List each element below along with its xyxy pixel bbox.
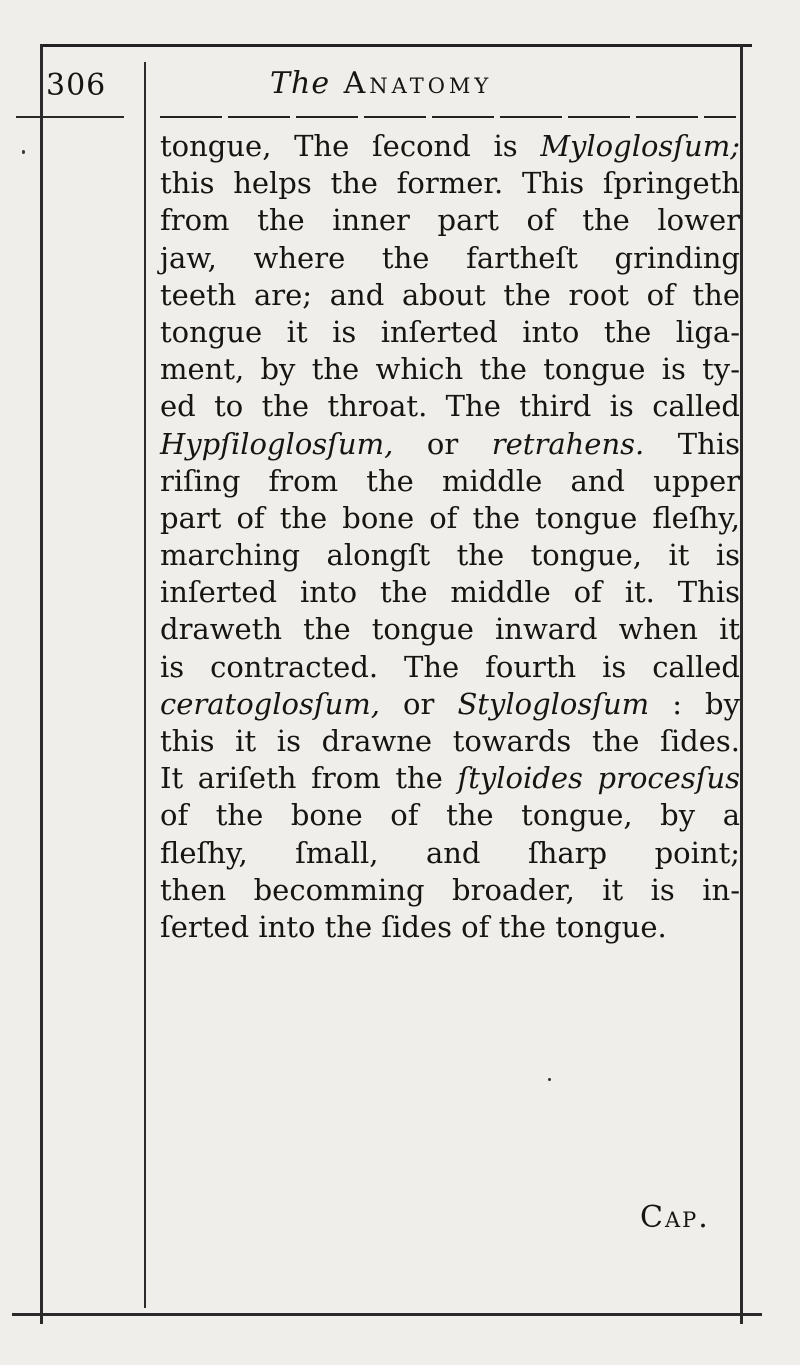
text-line: draweth the tongue inward when it [160, 612, 740, 647]
text-line: riſing from the middle and upper [160, 463, 740, 498]
text-line: teeth are; and about the root of the [160, 277, 740, 312]
text-line: tongue it is inſerted into the liga- [160, 314, 740, 349]
ink-speck [548, 1078, 551, 1081]
text-line: part of the bone of the tongue fleſhy, [160, 500, 740, 535]
header-rule [160, 116, 736, 118]
text-line: marching alongſt the tongue, it is [160, 538, 740, 573]
text-line: jaw, where the fartheſt grinding [160, 240, 740, 275]
text-line: of the bone of the tongue, by a [160, 798, 740, 833]
body-text [160, 128, 740, 946]
text-line: ceratoglosſum, or Styloglosſum : by [160, 686, 741, 721]
text-line: then becomming broader, it is in- [160, 872, 740, 907]
text-line: Hypſiloglosſum, or retrahens. This [160, 426, 740, 461]
frame-rule-bottom [12, 1313, 762, 1316]
text-line: ed to the throat. The third is called [160, 389, 740, 424]
text-line: It ariſeth from the ſtyloides procesſus [160, 761, 741, 796]
text-line: fleſhy, ſmall, and ſharp point; [160, 835, 740, 870]
text-line: this it is drawne towards the ſides. [160, 724, 740, 758]
frame-rule-top [40, 44, 752, 47]
text-line: ſerted into the ſides of the tongue. [160, 909, 667, 944]
frame-rule-right [740, 44, 743, 1324]
text-line: this helps the former. This ſpringeth [160, 166, 740, 201]
column-rule [144, 62, 146, 1308]
text-line: ment, by the which the tongue is ty- [160, 352, 740, 387]
frame-rule-left [40, 44, 43, 1324]
text-line: is contracted. The fourth is called [160, 649, 740, 684]
margin-header-rule [16, 116, 124, 118]
running-head-caps: Anatomy [343, 66, 493, 101]
catchword: Cap. [640, 1200, 710, 1235]
page-number: 306 [46, 68, 107, 103]
text-line: inſerted into the middle of it. This [160, 575, 740, 610]
ink-speck [22, 150, 25, 154]
text-line: from the inner part of the lower [160, 203, 740, 238]
text-line: tongue, The ſecond is Myloglosſum; [160, 129, 740, 163]
running-head-italic: The [270, 66, 331, 101]
running-head [270, 66, 492, 101]
